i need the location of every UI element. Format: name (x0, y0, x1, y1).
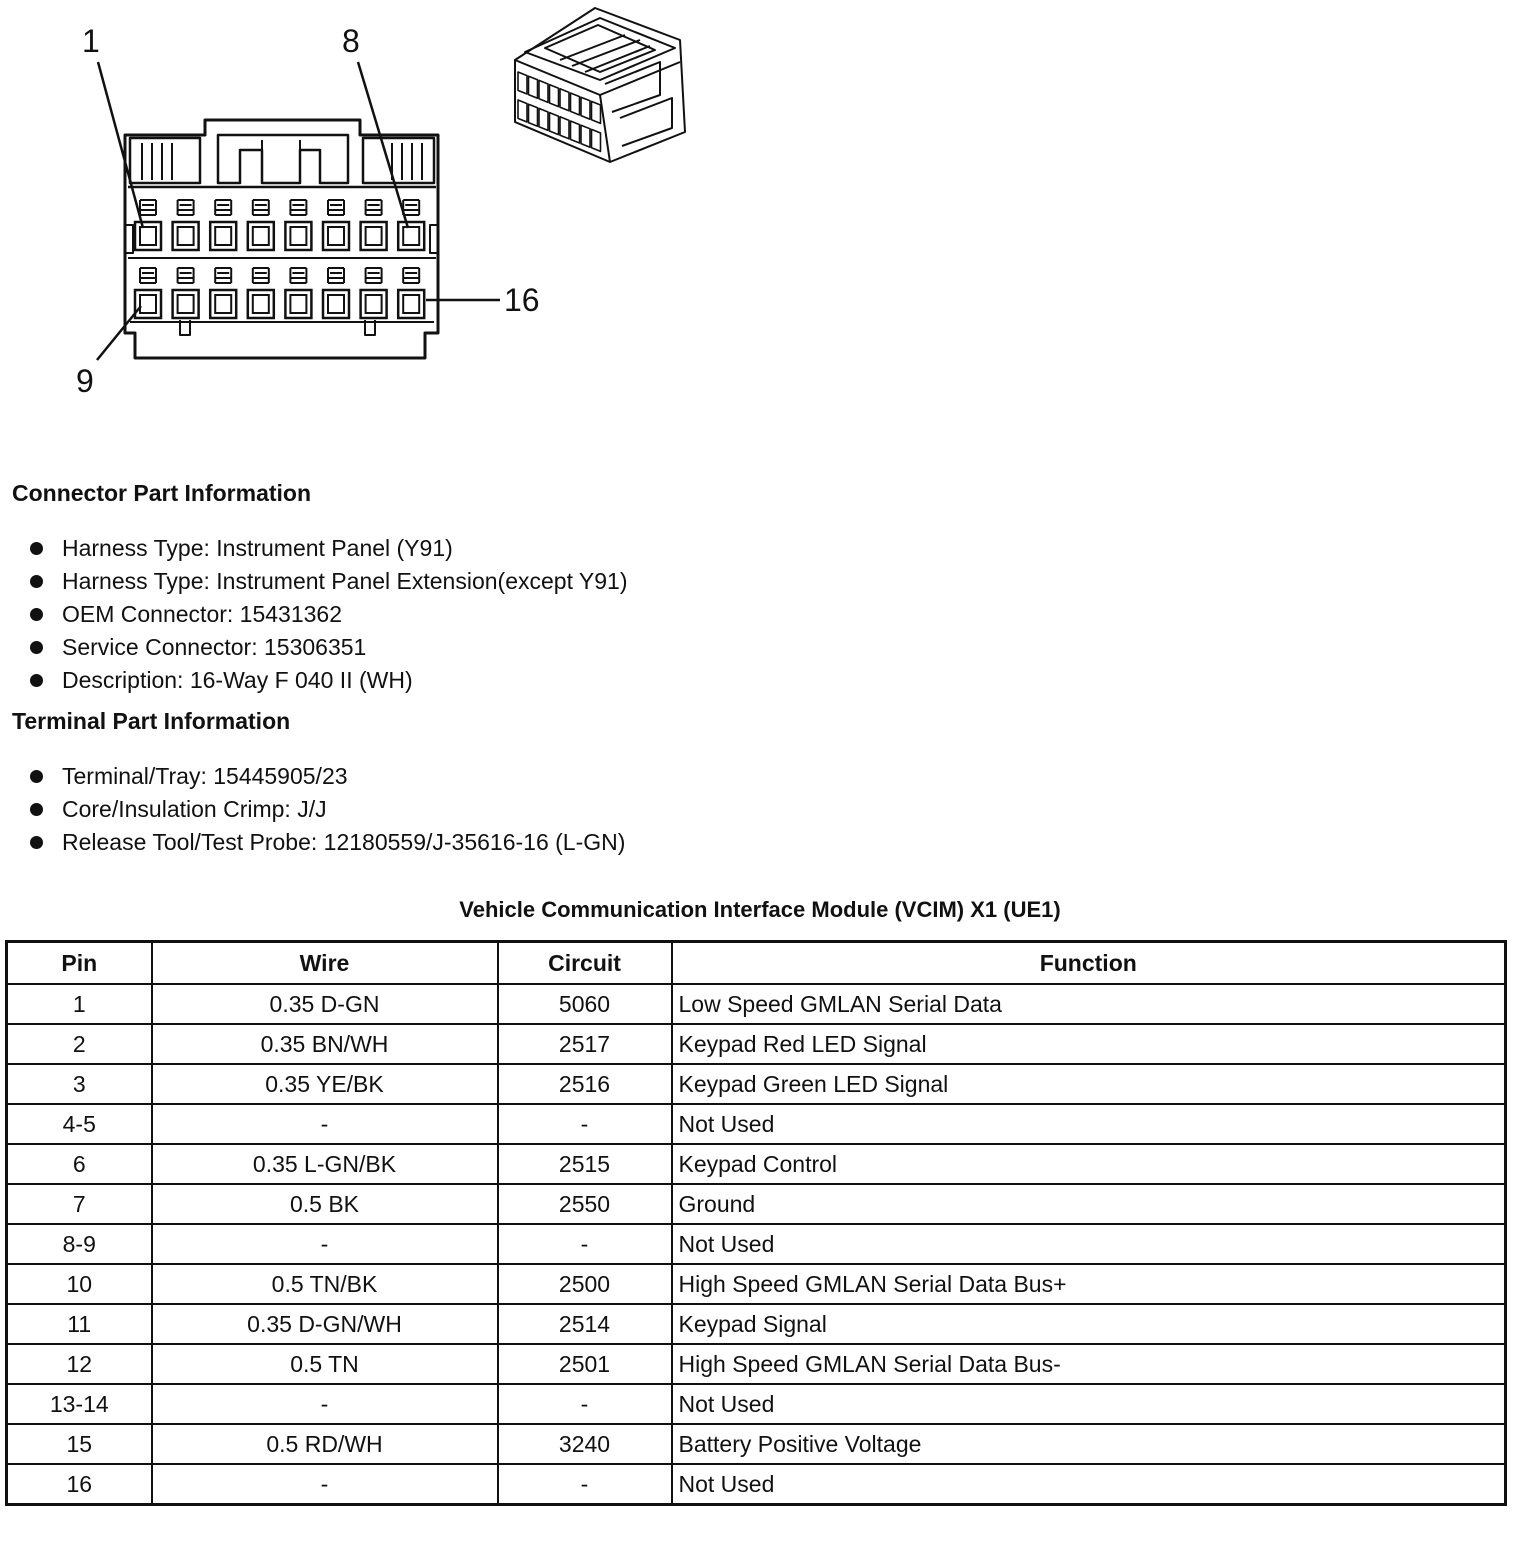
iso-cavity (550, 113, 559, 135)
table-row (7, 1224, 1506, 1264)
table-row (7, 1344, 1506, 1384)
wire-cell: - (152, 1104, 498, 1144)
circuit-cell: - (498, 1104, 672, 1144)
pin-cavity-16 (398, 268, 424, 318)
connector-info-item (28, 567, 628, 600)
pin-cell: 4-5 (7, 1104, 152, 1144)
bullet-icon (30, 608, 43, 621)
table-row (7, 1464, 1506, 1505)
connector-info-item (28, 534, 628, 567)
header-wire: Wire (152, 942, 498, 985)
pin-cavity-3 (210, 200, 236, 250)
wire-cell: 0.5 RD/WH (152, 1424, 498, 1464)
pin-cavity-13 (285, 268, 311, 318)
iso-cavity (560, 117, 569, 139)
pin-cavity-7 (361, 200, 387, 250)
table-row (7, 1024, 1506, 1064)
terminal-info-text: Core/Insulation Crimp: J/J (62, 796, 327, 822)
iso-cavity (529, 104, 538, 126)
iso-cavity (550, 85, 559, 107)
wire-cell: - (152, 1384, 498, 1424)
pin-cavity-12 (248, 268, 274, 318)
circuit-cell: - (498, 1384, 672, 1424)
wire-cell: - (152, 1464, 498, 1505)
iso-cavity (581, 97, 590, 119)
function-cell: Not Used (672, 1384, 1506, 1424)
bullet-icon (30, 542, 43, 555)
iso-cavity (518, 100, 527, 122)
pin-cell: 1 (7, 984, 152, 1024)
pin-cavity-10 (173, 268, 199, 318)
circuit-cell: - (498, 1224, 672, 1264)
connector-info-list (28, 534, 628, 699)
circuit-cell: 3240 (498, 1424, 672, 1464)
iso-cavity (571, 93, 580, 115)
iso-cavity (592, 129, 601, 151)
pin-cavity-1 (135, 200, 161, 250)
function-cell: Keypad Red LED Signal (672, 1024, 1506, 1064)
bullet-icon (30, 803, 43, 816)
table-row (7, 1184, 1506, 1224)
bullet-icon (30, 641, 43, 654)
circuit-cell: 2515 (498, 1144, 672, 1184)
callout-1-leader (98, 62, 143, 228)
terminal-info-title: Terminal Part Information (12, 708, 291, 734)
iso-cavity (571, 121, 580, 143)
function-cell: Battery Positive Voltage (672, 1424, 1506, 1464)
callout-8-label: 8 (342, 23, 360, 59)
connector-info-title: Connector Part Information (12, 480, 312, 506)
wire-cell: - (152, 1224, 498, 1264)
table-row (7, 1304, 1506, 1344)
iso-cavity (539, 80, 548, 102)
connector-info-text: Description: 16-Way F 040 II (WH) (62, 667, 413, 693)
terminal-info-item (28, 795, 625, 828)
table-row (7, 984, 1506, 1024)
wire-cell: 0.35 D-GN/WH (152, 1304, 498, 1344)
header-pin: Pin (7, 942, 152, 985)
pin-cell: 8-9 (7, 1224, 152, 1264)
function-cell: Keypad Signal (672, 1304, 1506, 1344)
circuit-cell: 2517 (498, 1024, 672, 1064)
pin-cell: 3 (7, 1064, 152, 1104)
iso-cavity (592, 101, 601, 123)
connector-info-text: OEM Connector: 15431362 (62, 601, 343, 627)
header-function: Function (672, 942, 1506, 985)
circuit-cell: 2500 (498, 1264, 672, 1304)
pin-cavity-14 (323, 268, 349, 318)
pin-cavity-6 (323, 200, 349, 250)
function-cell: High Speed GMLAN Serial Data Bus- (672, 1344, 1506, 1384)
left-latch-window (130, 138, 200, 183)
table-row (7, 1424, 1506, 1464)
pin-cavity-5 (285, 200, 311, 250)
iso-cavity (518, 72, 527, 94)
connector-info-text: Harness Type: Instrument Panel (Y91) (62, 535, 453, 561)
pin-cell: 6 (7, 1144, 152, 1184)
connector-info-text: Service Connector: 15306351 (62, 634, 367, 660)
wire-cell: 0.5 BK (152, 1184, 498, 1224)
pinout-table (5, 940, 1507, 1506)
bullet-icon (30, 575, 43, 588)
terminal-info-item (28, 828, 625, 861)
pin-cavity-4 (248, 200, 274, 250)
wire-cell: 0.5 TN/BK (152, 1264, 498, 1304)
circuit-cell: 2550 (498, 1184, 672, 1224)
right-latch-window (363, 138, 434, 183)
circuit-cell: 5060 (498, 984, 672, 1024)
table-row (7, 1264, 1506, 1304)
pin-cell: 12 (7, 1344, 152, 1384)
pin-cell: 2 (7, 1024, 152, 1064)
connector-info-item (28, 633, 628, 666)
function-cell: Low Speed GMLAN Serial Data (672, 984, 1506, 1024)
circuit-cell: 2501 (498, 1344, 672, 1384)
terminal-info-item (28, 762, 625, 795)
iso-cavity (560, 89, 569, 111)
pin-cavity-11 (210, 268, 236, 318)
wire-cell: 0.35 D-GN (152, 984, 498, 1024)
pin-cell: 15 (7, 1424, 152, 1464)
center-latch (218, 135, 348, 183)
terminal-info-list (28, 762, 625, 861)
connector-info-item (28, 666, 628, 699)
connector-isometric-view (515, 8, 685, 162)
bullet-icon (30, 674, 43, 687)
pin-cavity-15 (361, 268, 387, 318)
callout-16-label: 16 (504, 282, 540, 318)
function-cell: Not Used (672, 1224, 1506, 1264)
function-cell: Not Used (672, 1104, 1506, 1144)
function-cell: Keypad Green LED Signal (672, 1064, 1506, 1104)
terminal-info-text: Terminal/Tray: 15445905/23 (62, 763, 348, 789)
pin-cell: 10 (7, 1264, 152, 1304)
connector-info-item (28, 600, 628, 633)
pin-cell: 13-14 (7, 1384, 152, 1424)
iso-cavity (539, 108, 548, 130)
table-row (7, 1384, 1506, 1424)
table-row (7, 1064, 1506, 1104)
pin-cell: 11 (7, 1304, 152, 1344)
pin-cavity-2 (173, 200, 199, 250)
pin-cell: 7 (7, 1184, 152, 1224)
function-cell: Keypad Control (672, 1144, 1506, 1184)
header-circuit: Circuit (498, 942, 672, 985)
terminal-info-text: Release Tool/Test Probe: 12180559/J-35616-16 (L-GN) (62, 829, 626, 855)
pin-cell: 16 (7, 1464, 152, 1505)
function-cell: Not Used (672, 1464, 1506, 1505)
table-title: Vehicle Communication Interface Module (VCIM) X1 (UE1) (459, 897, 1061, 922)
wire-cell: 0.5 TN (152, 1344, 498, 1384)
circuit-cell: 2516 (498, 1064, 672, 1104)
function-cell: High Speed GMLAN Serial Data Bus+ (672, 1264, 1506, 1304)
callout-9-label: 9 (76, 363, 94, 399)
iso-cavity (581, 125, 590, 147)
wire-cell: 0.35 BN/WH (152, 1024, 498, 1064)
callout-1-label: 1 (82, 23, 100, 59)
table-row (7, 1104, 1506, 1144)
connector-diagram (0, 0, 760, 420)
connector-info-text: Harness Type: Instrument Panel Extension(except Y91) (62, 568, 628, 594)
bullet-icon (30, 770, 43, 783)
wire-cell: 0.35 L-GN/BK (152, 1144, 498, 1184)
circuit-cell: 2514 (498, 1304, 672, 1344)
bullet-icon (30, 836, 43, 849)
table-header-row (7, 942, 1506, 985)
function-cell: Ground (672, 1184, 1506, 1224)
wire-cell: 0.35 YE/BK (152, 1064, 498, 1104)
iso-cavity (529, 76, 538, 98)
circuit-cell: - (498, 1464, 672, 1505)
table-row (7, 1144, 1506, 1184)
